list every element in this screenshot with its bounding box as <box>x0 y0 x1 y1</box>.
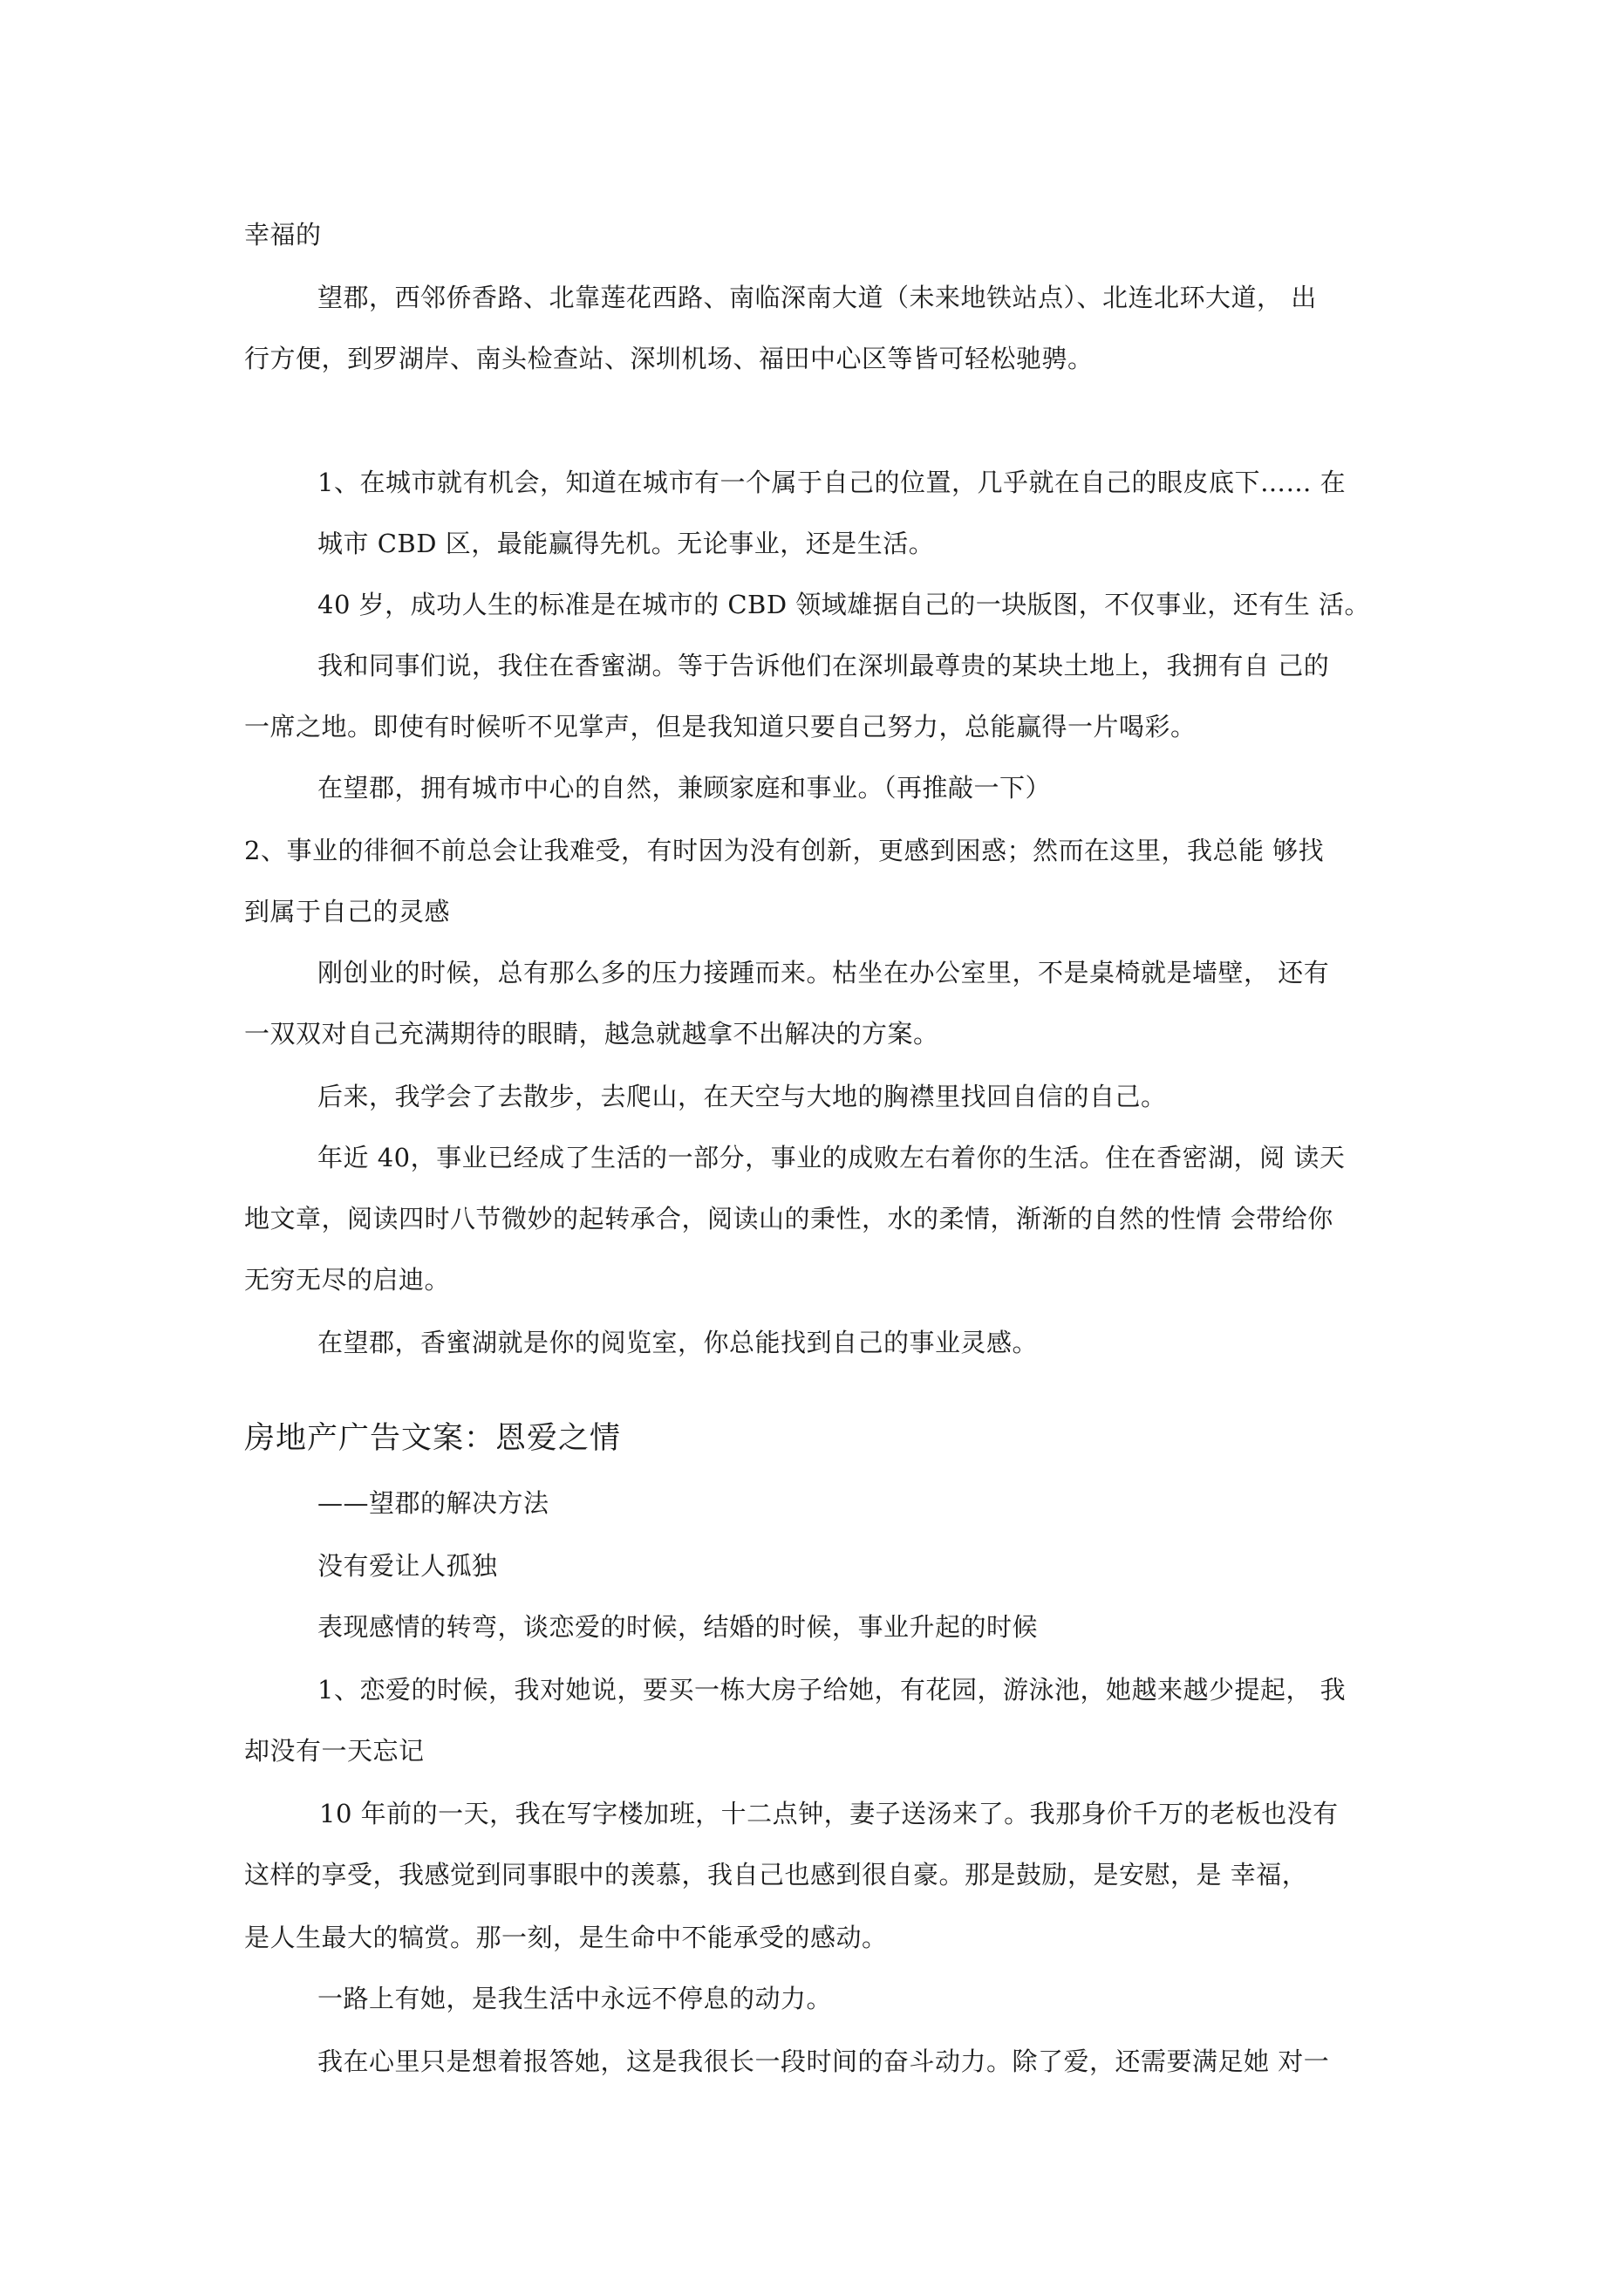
text-line: 40 岁，成功人生的标准是在城市的 CBD 领域雄据自己的一块版图，不仅事业，还有生 活。 <box>317 590 1371 619</box>
section-heading: 房地产广告文案：恩爱之情 <box>244 1421 622 1456</box>
text-line: 年近 40，事业已经成了生活的一部分，事业的成败左右着你的生活。住在香密湖，阅 读天 <box>317 1143 1346 1172</box>
text-line: 望郡，西邻侨香路、北靠莲花西路、南临深南大道（未来地铁站点）、北连北环大道， 出 <box>317 283 1317 312</box>
text-line: 城市 CBD 区，最能赢得先机。无论事业，还是生活。 <box>317 529 935 558</box>
text-line: 一双双对自己充满期待的眼睛，越急就越拿不出解决的方案。 <box>244 1019 939 1049</box>
text-line: 到属于自己的灵感 <box>244 897 451 926</box>
text-line: 一路上有她，是我生活中永远不停息的动力。 <box>317 1984 833 2013</box>
text-line: 表现感情的转弯，谈恋爱的时候，结婚的时候，事业升起的时候 <box>317 1612 1039 1642</box>
text-line: 2、事业的徘徊不前总会让我难受，有时因为没有创新，更感到困惑；然而在这里，我总能 够找 <box>244 836 1325 865</box>
text-line: 一席之地。即使有时候听不见掌声，但是我知道只要自己努力，总能赢得一片喝彩。 <box>244 712 1197 741</box>
text-line: 没有爱让人孤独 <box>317 1551 498 1581</box>
text-line: 却没有一天忘记 <box>244 1736 425 1766</box>
text-line: 10 年前的一天，我在写字楼加班，十二点钟，妻子送汤来了。我那身价千万的老板也没有 <box>319 1799 1339 1828</box>
text-line: 在望郡，香蜜湖就是你的阅览室，你总能找到自己的事业灵感。 <box>317 1328 1039 1357</box>
text-line: 地文章，阅读四时八节微妙的起转承合，阅读山的秉性，水的柔情，渐渐的自然的性情 会带给你 <box>244 1204 1333 1233</box>
text-line: 是人生最大的犒赏。那一刻，是生命中不能承受的感动。 <box>244 1923 888 1952</box>
text-line: 在望郡，拥有城市中心的自然，兼顾家庭和事业。（再推敲一下） <box>317 773 1052 803</box>
text-line: 1、恋爱的时候，我对她说，要买一栋大房子给她，有花园，游泳池，她越来越少提起， 我 <box>317 1675 1347 1705</box>
text-line: ——望郡的解决方法 <box>317 1488 549 1518</box>
text-line: 1、在城市就有机会，知道在城市有一个属于自己的位置，几乎就在自己的眼皮底下…… 在 <box>317 468 1347 497</box>
text-line: 刚创业的时候，总有那么多的压力接踵而来。枯坐在办公室里，不是桌椅就是墙壁， 还有 <box>317 958 1330 987</box>
text-line: 幸福的 <box>244 220 322 249</box>
text-line: 行方便，到罗湖岸、南头检查站、深圳机场、福田中心区等皆可轻松驰骋。 <box>244 344 1094 373</box>
text-line: 后来，我学会了去散步，去爬山，在天空与大地的胸襟里找回自信的自己。 <box>317 1082 1167 1111</box>
text-line: 这样的享受，我感觉到同事眼中的羡慕，我自己也感到很自豪。那是鼓励，是安慰，是 幸福， <box>244 1860 1308 1889</box>
text-line: 无穷无尽的启迪。 <box>244 1265 451 1295</box>
text-line: 我在心里只是想着报答她，这是我很长一段时间的奋斗动力。除了爱，还需要满足她 对一 <box>317 2047 1330 2076</box>
text-line: 我和同事们说，我住在香蜜湖。等于告诉他们在深圳最尊贵的某块土地上，我拥有自 己的 <box>317 651 1330 680</box>
